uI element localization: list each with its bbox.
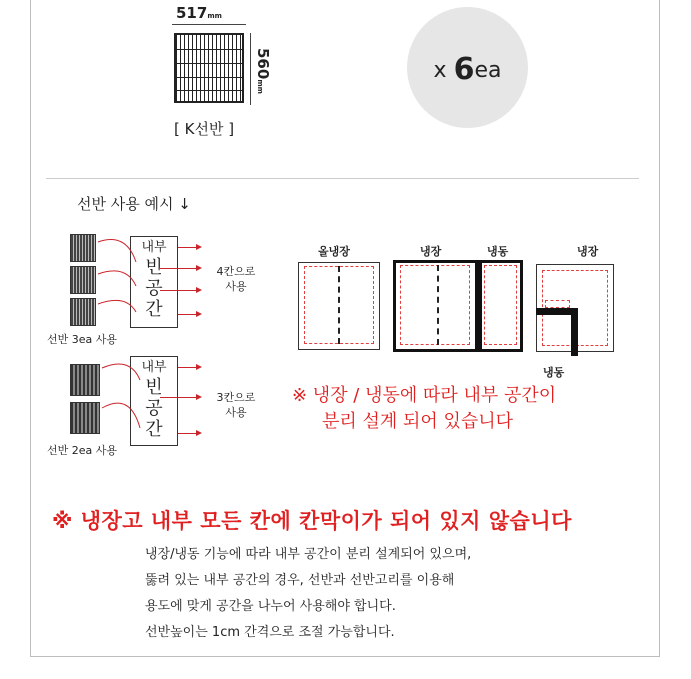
fridge-type-label: 냉동 — [487, 245, 509, 258]
example-caption: 선반 2ea 사용 — [47, 444, 118, 457]
shelf-icon — [70, 266, 96, 294]
fridge-type-label: 냉장 — [577, 245, 599, 258]
divider-dashed — [437, 265, 439, 345]
cabinet-label-char: 빈 — [145, 377, 163, 398]
k-shelf-image — [174, 33, 244, 103]
width-dimension-line — [172, 24, 246, 25]
dashed-outline — [484, 265, 517, 345]
shelf-icon — [70, 234, 96, 262]
description-line: 뚫려 있는 내부 공간의 경우, 선반과 선반고리를 이용해 — [145, 573, 455, 588]
fridge-type-label: 냉동 — [543, 366, 565, 379]
depth-dimension-line — [250, 33, 251, 105]
cabinet-label-char: 간 — [145, 299, 163, 320]
arrow-red — [178, 247, 196, 248]
cabinet-label-char: 빈 — [145, 257, 163, 278]
solid-partition — [571, 308, 578, 356]
insert-arrows — [96, 236, 166, 326]
shelf-icon — [70, 402, 100, 434]
insert-arrows — [100, 356, 170, 446]
arrow-red — [178, 314, 196, 315]
arrow-red — [178, 433, 196, 434]
example-caption: 선반 3ea 사용 — [47, 333, 118, 346]
divider-dashed — [338, 266, 340, 344]
cabinet-label-char: 공 — [145, 398, 163, 419]
cabinet-label-inner: 내부 — [141, 360, 167, 375]
dashed-outline — [400, 265, 470, 345]
result-label: 3칸으로 사용 — [216, 391, 256, 419]
shelf-icon — [70, 298, 96, 326]
usage-section-title: 선반 사용 예시 ↓ — [77, 195, 191, 213]
description-line: 용도에 맞게 공간을 나누어 사용해야 합니다. — [145, 599, 396, 614]
fridge-type-label: 올냉장 — [318, 245, 350, 258]
k-shelf-label: [ K선반 ] — [174, 120, 235, 138]
solid-partition — [475, 260, 482, 352]
shelf-icon — [70, 364, 100, 396]
cabinet-label-char: 간 — [145, 419, 163, 440]
arrow-red — [178, 367, 196, 368]
result-label: 4칸으로 사용 — [216, 265, 256, 293]
cabinet-label-inner: 내부 — [141, 240, 167, 255]
cabinet-label-char: 공 — [145, 278, 163, 299]
quantity-text: x 6ea — [433, 52, 502, 87]
fridge-type-label: 냉장 — [420, 245, 442, 258]
shelf-depth-dimension: 560mm — [254, 48, 272, 94]
dashed-outline — [545, 300, 570, 308]
partition-warning: ※ 냉장고 내부 모든 칸에 칸막이가 되어 있지 않습니다 — [52, 509, 572, 533]
shelf-width-dimension: 517mm — [176, 4, 222, 22]
description-line: 선반높이는 1cm 간격으로 조절 가능합니다. — [145, 625, 395, 640]
split-space-note: ※ 냉장 / 냉동에 따라 내부 공간이 분리 설계 되어 있습니다 — [292, 385, 557, 432]
description-line: 냉장/냉동 기능에 따라 내부 공간이 분리 설계되어 있으며, — [145, 547, 472, 562]
section-divider — [46, 178, 639, 179]
